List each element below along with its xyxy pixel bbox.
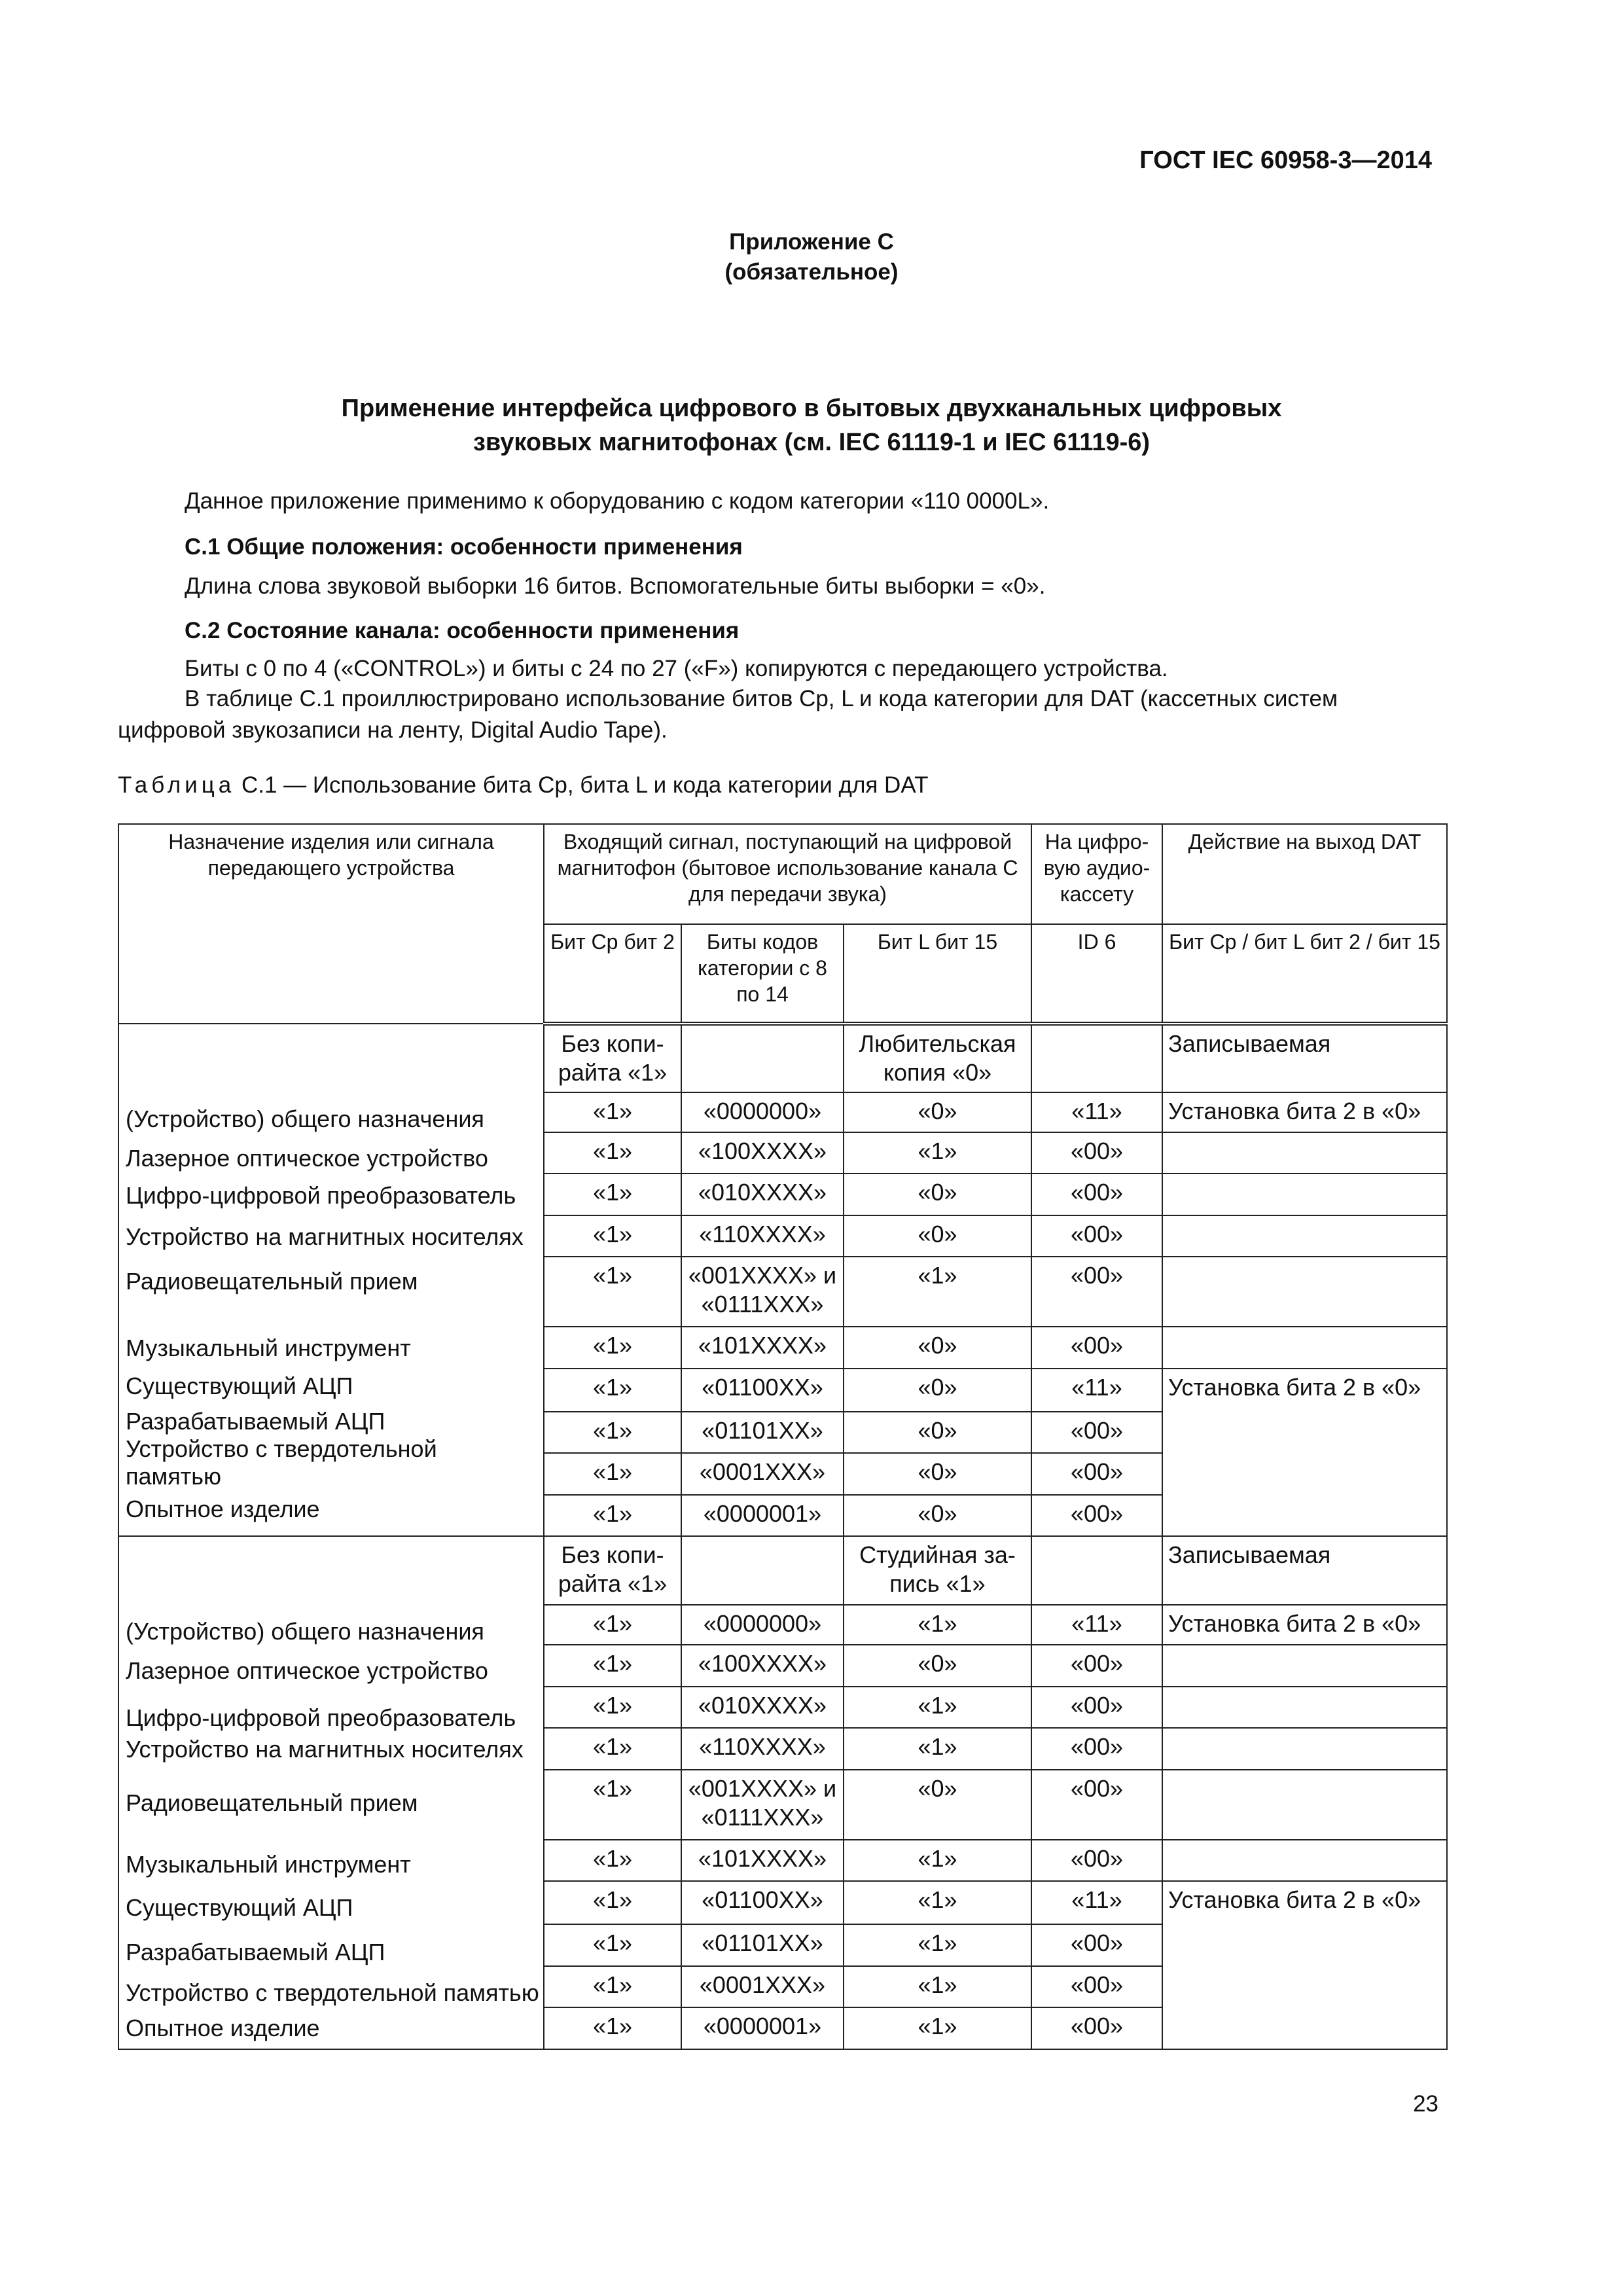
cell-action bbox=[1162, 1645, 1447, 1687]
title-line-1: Применение интерфейса цифрового в бытовых двухканальных цифровых bbox=[341, 395, 1282, 422]
device-list-container bbox=[126, 1024, 537, 1531]
device-name: Разрабатываемый АЦП bbox=[126, 1407, 385, 1435]
title-line-2: звуковых магнитофонах (см. IEC 61119-1 и IEC 61119-6) bbox=[473, 429, 1150, 456]
cell-l: «1» bbox=[844, 1924, 1031, 1966]
device-name: Устройство с твердотельной памятью bbox=[126, 1979, 539, 2007]
cell-action: Установка бита 2 в «0» bbox=[1162, 1881, 1447, 2049]
device-name: Опытное изделие bbox=[126, 2015, 320, 2042]
cell-l: «0» bbox=[844, 1495, 1031, 1537]
device-name: Разрабатываемый АЦП bbox=[126, 1939, 385, 1966]
dat-usage-table bbox=[118, 823, 1448, 2050]
cell-l: «1» bbox=[844, 1881, 1031, 1924]
group-2-device-list bbox=[118, 1536, 544, 2049]
device-name: Цифро-цифровой преобразователь bbox=[126, 1181, 516, 1209]
subhead-id bbox=[1031, 1536, 1162, 1605]
cell-l: «1» bbox=[844, 1728, 1031, 1770]
cell-category: «0000001» bbox=[681, 2007, 844, 2049]
cell-cp: «1» bbox=[544, 1840, 681, 1882]
device-name: Лазерное оптическое устройство bbox=[126, 1144, 488, 1172]
intro-paragraph: Данное приложение применимо к оборудованию с кодом категории «110 0000L». bbox=[185, 488, 1050, 514]
subhead-cp: Без копи-райта «1» bbox=[544, 1536, 681, 1605]
header-dat-output: Действие на выход DAT bbox=[1162, 824, 1447, 924]
cell-cp: «1» bbox=[544, 1881, 681, 1924]
device-name: (Устройство) общего назначения bbox=[126, 1105, 484, 1132]
cell-id: «00» bbox=[1031, 1215, 1162, 1257]
cell-l: «0» bbox=[844, 1412, 1031, 1454]
cell-cp: «1» bbox=[544, 1924, 681, 1966]
cell-category: «001XXXX» и «0111XXX» bbox=[681, 1257, 844, 1327]
cell-l: «0» bbox=[844, 1369, 1031, 1412]
cell-l: «0» bbox=[844, 1174, 1031, 1215]
cell-l: «0» bbox=[844, 1453, 1031, 1495]
cell-l: «1» bbox=[844, 1132, 1031, 1174]
device-name: Музыкальный инструмент bbox=[126, 1851, 411, 1878]
cell-l: «0» bbox=[844, 1092, 1031, 1132]
appendix-status: (обязательное) bbox=[724, 259, 899, 285]
subheader-category: Биты кодов категории с 8 по 14 bbox=[681, 924, 844, 1023]
cell-id: «00» bbox=[1031, 1840, 1162, 1882]
device-name: Существующий АЦП bbox=[126, 1894, 353, 1922]
cell-category: «0001XXX» bbox=[681, 1453, 844, 1495]
cell-l: «1» bbox=[844, 1840, 1031, 1882]
cell-category: «101XXXX» bbox=[681, 1840, 844, 1882]
cell-id: «00» bbox=[1031, 1132, 1162, 1174]
cell-category: «01100XX» bbox=[681, 1881, 844, 1924]
document-id: ГОСТ IEC 60958-3—2014 bbox=[1139, 147, 1432, 174]
subhead-category bbox=[681, 1536, 844, 1605]
cell-id: «00» bbox=[1031, 1966, 1162, 2008]
device-name: (Устройство) общего назначения bbox=[126, 1618, 484, 1645]
cell-id: «00» bbox=[1031, 1770, 1162, 1840]
appendix-label: Приложение С bbox=[729, 229, 894, 255]
cell-id: «00» bbox=[1031, 1174, 1162, 1215]
cell-cp: «1» bbox=[544, 1174, 681, 1215]
cell-cp: «1» bbox=[544, 1770, 681, 1840]
cell-action bbox=[1162, 1174, 1447, 1215]
cell-category: «110XXXX» bbox=[681, 1215, 844, 1257]
subheader-l: Бит L бит 15 bbox=[844, 924, 1031, 1023]
header-cassette: На цифро-вую аудио-кассету bbox=[1031, 824, 1162, 924]
cell-action bbox=[1162, 1728, 1447, 1770]
group-1-device-list bbox=[118, 1024, 544, 1536]
device-name: Радиовещательный прием bbox=[126, 1267, 418, 1295]
subhead-action: Записываемая bbox=[1162, 1024, 1447, 1092]
cell-l: «1» bbox=[844, 1687, 1031, 1729]
device-name: Устройство на магнитных носителях bbox=[126, 1736, 524, 1763]
cell-cp: «1» bbox=[544, 1605, 681, 1645]
section-1-heading: С.1 Общие положения: особенности применения bbox=[185, 534, 743, 560]
subhead-l: Студийная за-пись «1» bbox=[844, 1536, 1031, 1605]
cell-l: «0» bbox=[844, 1215, 1031, 1257]
cell-category: «0001XXX» bbox=[681, 1966, 844, 2008]
section-2-text-2: В таблице С.1 проиллюстрировано использование битов Ср, L и кода категории для DAT (кассетных систем цифровой звукозаписи на ленту, Digital Audio Tape). bbox=[118, 686, 1338, 743]
cell-l: «0» bbox=[844, 1770, 1031, 1840]
cell-cp: «1» bbox=[544, 1645, 681, 1687]
group-1-subheader-row bbox=[118, 1024, 1447, 1092]
device-name: Устройство на магнитных носителях bbox=[126, 1223, 524, 1250]
cell-action bbox=[1162, 1687, 1447, 1729]
cell-category: «0000000» bbox=[681, 1092, 844, 1132]
subhead-l: Любительская копия «0» bbox=[844, 1024, 1031, 1092]
subheader-id: ID 6 bbox=[1031, 924, 1162, 1023]
cell-cp: «1» bbox=[544, 1257, 681, 1327]
cell-action: Установка бита 2 в «0» bbox=[1162, 1605, 1447, 1645]
cell-id: «00» bbox=[1031, 1495, 1162, 1537]
cell-id: «00» bbox=[1031, 1924, 1162, 1966]
cell-l: «0» bbox=[844, 1645, 1031, 1687]
page-number: 23 bbox=[1413, 2091, 1438, 2117]
subhead-category bbox=[681, 1024, 844, 1092]
cell-id: «11» bbox=[1031, 1605, 1162, 1645]
cell-cp: «1» bbox=[544, 1966, 681, 2008]
cell-action bbox=[1162, 1840, 1447, 1882]
subhead-action: Записываемая bbox=[1162, 1536, 1447, 1605]
table-caption-prefix: Таблица bbox=[118, 772, 236, 798]
cell-cp: «1» bbox=[544, 1495, 681, 1537]
subhead-id bbox=[1031, 1024, 1162, 1092]
cell-category: «01101XX» bbox=[681, 1924, 844, 1966]
device-name: памятью bbox=[126, 1462, 222, 1490]
cell-cp: «1» bbox=[544, 1092, 681, 1132]
table-header-row bbox=[118, 824, 1447, 924]
cell-cp: «1» bbox=[544, 1215, 681, 1257]
cell-category: «100XXXX» bbox=[681, 1132, 844, 1174]
cell-cp: «1» bbox=[544, 1327, 681, 1369]
cell-id: «00» bbox=[1031, 1257, 1162, 1327]
device-name: Радиовещательный прием bbox=[126, 1789, 418, 1817]
cell-id: «00» bbox=[1031, 2007, 1162, 2049]
cell-category: «01100XX» bbox=[681, 1369, 844, 1412]
cell-action bbox=[1162, 1327, 1447, 1369]
cell-id: «00» bbox=[1031, 1453, 1162, 1495]
device-name: Существующий АЦП bbox=[126, 1372, 353, 1399]
cell-action: Установка бита 2 в «0» bbox=[1162, 1369, 1447, 1536]
cell-cp: «1» bbox=[544, 1453, 681, 1495]
header-incoming-signal: Входящий сигнал, поступающий на цифровой магнитофон (бытовое использование канала С для передачи звука) bbox=[544, 824, 1031, 924]
cell-category: «101XXXX» bbox=[681, 1327, 844, 1369]
group-2-subheader-row bbox=[118, 1536, 1447, 1605]
cell-l: «1» bbox=[844, 2007, 1031, 2049]
cell-cp: «1» bbox=[544, 1132, 681, 1174]
device-name: Лазерное оптическое устройство bbox=[126, 1657, 488, 1685]
cell-category: «01101XX» bbox=[681, 1412, 844, 1454]
cell-id: «00» bbox=[1031, 1728, 1162, 1770]
device-list-container bbox=[126, 1537, 537, 2043]
cell-category: «100XXXX» bbox=[681, 1645, 844, 1687]
header-purpose: Назначение изделия или сигнала передающего устройства bbox=[118, 824, 544, 1024]
cell-id: «11» bbox=[1031, 1092, 1162, 1132]
cell-action bbox=[1162, 1215, 1447, 1257]
table-caption bbox=[118, 770, 1446, 801]
cell-cp: «1» bbox=[544, 1369, 681, 1412]
cell-id: «11» bbox=[1031, 1881, 1162, 1924]
cell-cp: «1» bbox=[544, 1728, 681, 1770]
device-name: Цифро-цифровой преобразователь bbox=[126, 1704, 516, 1732]
cell-cp: «1» bbox=[544, 1687, 681, 1729]
cell-action bbox=[1162, 1257, 1447, 1327]
section-1-text: Длина слова звуковой выборки 16 битов. Вспомогательные биты выборки = «0». bbox=[185, 573, 1046, 599]
cell-cp: «1» bbox=[544, 2007, 681, 2049]
cell-category: «010XXXX» bbox=[681, 1687, 844, 1729]
cell-action: Установка бита 2 в «0» bbox=[1162, 1092, 1447, 1132]
cell-category: «110XXXX» bbox=[681, 1728, 844, 1770]
cell-l: «1» bbox=[844, 1257, 1031, 1327]
cell-category: «001XXXX» и «0111XXX» bbox=[681, 1770, 844, 1840]
cell-action bbox=[1162, 1770, 1447, 1840]
cell-l: «1» bbox=[844, 1605, 1031, 1645]
subheader-cp: Бит Ср бит 2 bbox=[544, 924, 681, 1023]
subhead-cp: Без копи-райта «1» bbox=[544, 1024, 681, 1092]
cell-l: «1» bbox=[844, 1966, 1031, 2008]
cell-category: «0000001» bbox=[681, 1495, 844, 1537]
cell-id: «00» bbox=[1031, 1645, 1162, 1687]
cell-category: «0000000» bbox=[681, 1605, 844, 1645]
cell-category: «010XXXX» bbox=[681, 1174, 844, 1215]
table-caption-text: С.1 — Использование бита Ср, бита L и кода категории для DAT bbox=[235, 772, 929, 798]
section-2-heading: С.2 Состояние канала: особенности применения bbox=[185, 618, 740, 643]
cell-id: «00» bbox=[1031, 1687, 1162, 1729]
subheader-action: Бит Ср / бит L бит 2 / бит 15 bbox=[1162, 924, 1447, 1023]
cell-cp: «1» bbox=[544, 1412, 681, 1454]
device-name: Опытное изделие bbox=[126, 1495, 320, 1522]
device-name: Устройство с твердотельной bbox=[126, 1435, 437, 1462]
cell-l: «0» bbox=[844, 1327, 1031, 1369]
cell-id: «00» bbox=[1031, 1412, 1162, 1454]
cell-id: «11» bbox=[1031, 1369, 1162, 1412]
device-name: Музыкальный инструмент bbox=[126, 1334, 411, 1361]
section-2-text-1: Биты с 0 по 4 («CONTROL») и биты с 24 по 27 («F») копируются с передающего устройства. bbox=[185, 656, 1168, 681]
cell-id: «00» bbox=[1031, 1327, 1162, 1369]
cell-action bbox=[1162, 1132, 1447, 1174]
